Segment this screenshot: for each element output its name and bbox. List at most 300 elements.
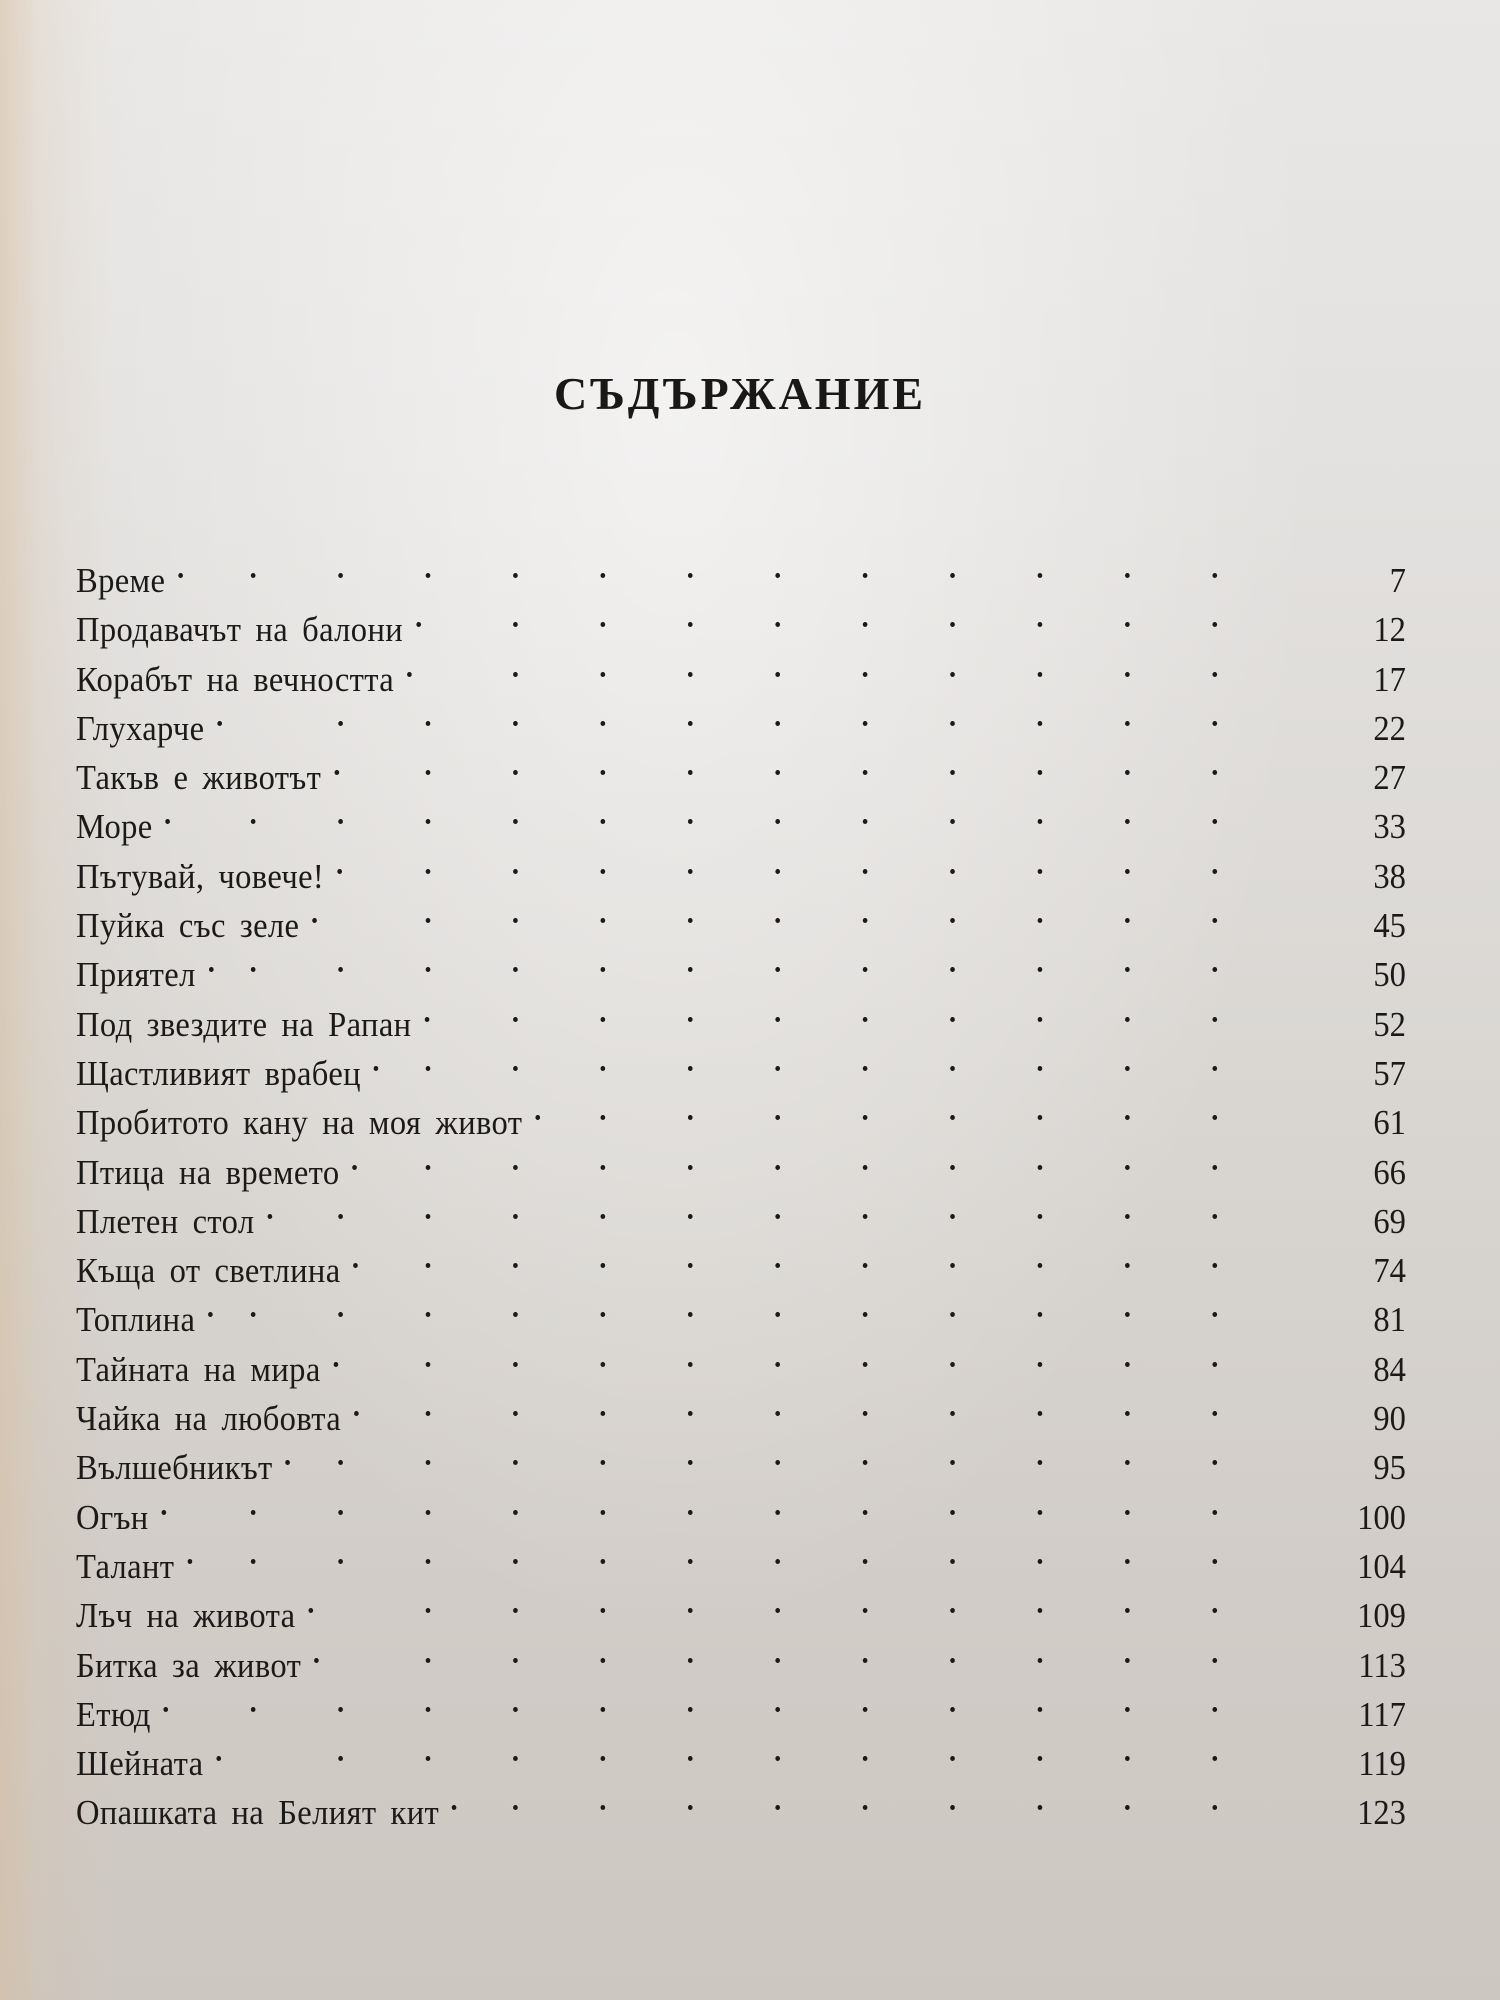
- toc-entry-title: Време: [76, 561, 166, 600]
- leader-dot: [775, 1017, 780, 1022]
- dot-leader: [174, 1529, 1303, 1578]
- leader-dots: [273, 1430, 1304, 1479]
- leader-dot: [339, 1707, 344, 1712]
- leader-dot: [426, 1510, 431, 1515]
- dot-leader: [295, 1578, 1303, 1627]
- toc-entry-title: Пътувай, човече!: [76, 856, 325, 896]
- leader-dot: [514, 1707, 519, 1712]
- toc-entry: [76, 740, 1406, 798]
- leader-dots: [196, 937, 1304, 986]
- leader-dot: [775, 869, 780, 874]
- leader-dot: [862, 770, 867, 775]
- toc-entry: [76, 1726, 1406, 1784]
- toc-entry: [76, 1135, 1406, 1192]
- toc-entry-page: 100: [1357, 1497, 1406, 1537]
- leader-dot: [308, 1608, 313, 1613]
- toc-entry: [76, 1085, 1406, 1143]
- leader-dot: [775, 770, 780, 775]
- leader-dot: [426, 1312, 431, 1317]
- leader-dot: [775, 1658, 780, 1663]
- dot-leader: [195, 1282, 1303, 1331]
- page-title: СЪДЪРЖАНИЕ: [553, 368, 927, 419]
- leader-dot: [426, 1165, 431, 1170]
- leader-dot: [776, 1805, 781, 1810]
- leader-dot: [513, 918, 518, 923]
- toc-entry: [76, 1529, 1406, 1586]
- leader-dot: [513, 1411, 518, 1416]
- leader-dot: [1125, 1362, 1130, 1367]
- dot-leader: [341, 1381, 1304, 1430]
- leader-dot: [950, 918, 955, 923]
- leader-dot: [863, 1658, 868, 1663]
- leader-dot: [338, 1214, 343, 1219]
- leader-dot: [688, 1362, 693, 1367]
- leader-dot: [950, 1658, 955, 1663]
- leader-dot: [338, 1756, 343, 1761]
- leader-dot: [1038, 1460, 1043, 1465]
- leader-dot: [1038, 918, 1043, 923]
- toc-entry: [76, 839, 1406, 896]
- leader-dot: [775, 1362, 780, 1367]
- leader-dot: [601, 1066, 606, 1071]
- dot-leader: [196, 937, 1304, 986]
- leader-dot: [863, 1756, 868, 1761]
- toc-entry: [76, 1677, 1406, 1734]
- leader-dot: [1038, 721, 1043, 726]
- leader-dots: [341, 1381, 1304, 1430]
- leader-dot: [776, 1312, 781, 1317]
- leader-dot: [863, 1805, 868, 1810]
- leader-dot: [950, 1017, 955, 1022]
- leader-dot: [950, 672, 955, 677]
- toc-entry-page: 90: [1373, 1399, 1406, 1439]
- leader-dot: [1038, 1411, 1043, 1416]
- leader-dot: [1213, 1165, 1218, 1170]
- toc-entry: [76, 1628, 1406, 1685]
- leader-dot: [251, 967, 256, 972]
- leader-dots: [321, 1332, 1304, 1381]
- toc-entry-page: 12: [1373, 610, 1406, 650]
- leader-dot: [426, 918, 431, 923]
- toc-entry-page: 113: [1358, 1645, 1406, 1685]
- leader-dot: [600, 1214, 605, 1219]
- toc-entry-title: Чайка на любовта: [76, 1399, 342, 1439]
- leader-dot: [251, 1559, 256, 1564]
- leader-dot: [426, 1214, 431, 1219]
- leader-dot: [354, 1411, 359, 1416]
- leader-dot: [1125, 1165, 1130, 1170]
- leader-dot: [426, 1362, 431, 1367]
- leader-dot: [251, 573, 256, 578]
- leader-dot: [217, 721, 222, 726]
- leader-dot: [601, 1707, 606, 1712]
- leader-dot: [513, 1017, 518, 1022]
- leader-dot: [601, 1460, 606, 1465]
- leader-dot: [1212, 967, 1217, 972]
- leader-dot: [950, 1214, 955, 1219]
- toc-entry-title: Глухарче: [76, 708, 205, 748]
- leader-dot: [688, 1312, 693, 1317]
- leader-dot: [426, 1411, 431, 1416]
- toc-entry-title: Опашката на Белият кит: [76, 1793, 440, 1833]
- leader-dot: [600, 622, 605, 627]
- toc-entry-title: Тайната на мира: [76, 1349, 321, 1389]
- dot-leader: [301, 1628, 1303, 1677]
- toc-entry-title: Огън: [76, 1497, 149, 1537]
- leader-dot: [950, 770, 955, 775]
- leader-dot: [1125, 869, 1130, 874]
- leader-dot: [950, 1411, 955, 1416]
- leader-dot: [863, 1559, 868, 1564]
- leader-dot: [863, 1263, 868, 1268]
- leader-dot: [424, 1017, 429, 1022]
- leader-dot: [334, 770, 339, 775]
- leader-dot: [1037, 869, 1042, 874]
- leader-dot: [1212, 1559, 1217, 1564]
- leader-dot: [1213, 1263, 1218, 1268]
- leader-dot: [1212, 1115, 1217, 1120]
- dot-leader: [273, 1430, 1304, 1479]
- leader-dot: [688, 1411, 693, 1416]
- leader-dots: [165, 543, 1303, 592]
- leader-dot: [251, 1312, 256, 1317]
- leader-dot: [1212, 1756, 1217, 1761]
- leader-dot: [601, 819, 606, 824]
- leader-dot: [426, 819, 431, 824]
- leader-dot: [1038, 1707, 1043, 1712]
- toc-entry: [76, 1332, 1406, 1389]
- leader-dot: [775, 967, 780, 972]
- leader-dot: [1213, 918, 1218, 923]
- leader-dot: [863, 819, 868, 824]
- leader-dot: [216, 1756, 221, 1761]
- dot-leader: [149, 1480, 1304, 1529]
- leader-dot: [863, 1510, 868, 1515]
- leader-dot: [1038, 1066, 1043, 1071]
- leader-dot: [688, 1165, 693, 1170]
- leader-dot: [513, 1214, 518, 1219]
- leader-dot: [1038, 1805, 1043, 1810]
- leader-dot: [1037, 1017, 1042, 1022]
- leader-dot: [513, 967, 518, 972]
- leader-dots: [254, 1184, 1303, 1233]
- leader-dot: [601, 1510, 606, 1515]
- leader-dot: [513, 1805, 518, 1810]
- leader-dot: [208, 1312, 213, 1317]
- toc-entry-page: 123: [1357, 1793, 1406, 1833]
- leader-dot: [452, 1805, 457, 1810]
- leader-dot: [187, 1559, 192, 1564]
- leader-dots: [339, 1135, 1303, 1184]
- leader-dot: [1213, 1805, 1218, 1810]
- leader-dot: [950, 1756, 955, 1761]
- dot-leader: [321, 740, 1303, 789]
- leader-dot: [251, 1707, 256, 1712]
- leader-dot: [1212, 770, 1217, 775]
- dot-leader: [151, 1677, 1304, 1726]
- leader-dot: [601, 672, 606, 677]
- leader-dot: [513, 1658, 518, 1663]
- leader-dot: [1125, 770, 1130, 775]
- leader-dot: [1038, 1115, 1043, 1120]
- leader-dot: [426, 1263, 431, 1268]
- leader-dot: [776, 1707, 781, 1712]
- leader-dots: [361, 1036, 1304, 1085]
- toc-entry-page: 17: [1373, 659, 1406, 699]
- leader-dot: [1213, 1066, 1218, 1071]
- leader-dot: [600, 1559, 605, 1564]
- leader-dot: [863, 869, 868, 874]
- leader-dot: [1125, 1658, 1130, 1663]
- toc-entry-page: 22: [1373, 708, 1406, 748]
- leader-dot: [339, 819, 344, 824]
- leader-dot: [601, 1411, 606, 1416]
- leader-dot: [862, 622, 867, 627]
- leader-dot: [164, 1707, 169, 1712]
- leader-dot: [1125, 1805, 1130, 1810]
- dot-leader: [339, 1135, 1303, 1184]
- leader-dot: [688, 721, 693, 726]
- dot-leader: [165, 543, 1303, 592]
- toc-entry-title: Птица на времето: [76, 1152, 340, 1192]
- leader-dot: [1125, 1263, 1130, 1268]
- leader-dot: [775, 573, 780, 578]
- toc-entry-title: Вълшебникът: [76, 1448, 273, 1488]
- leader-dot: [209, 967, 214, 972]
- leader-dot: [688, 573, 693, 578]
- leader-dot: [688, 1658, 693, 1663]
- leader-dot: [601, 1312, 606, 1317]
- leader-dot: [863, 1214, 868, 1219]
- leader-dot: [601, 1658, 606, 1663]
- leader-dot: [950, 1165, 955, 1170]
- leader-dot: [1125, 1510, 1130, 1515]
- leader-dot: [688, 1707, 693, 1712]
- leader-dot: [863, 573, 868, 578]
- leader-dot: [178, 573, 183, 578]
- leader-dot: [601, 573, 606, 578]
- toc-entry-page: 66: [1373, 1152, 1406, 1192]
- leader-dot: [425, 967, 430, 972]
- toc-entry-title: Къща от светлина: [76, 1251, 341, 1291]
- toc-entry-page: 84: [1373, 1349, 1406, 1389]
- toc-entry-page: 33: [1373, 807, 1406, 847]
- toc-entry-page: 52: [1373, 1004, 1406, 1044]
- leader-dot: [951, 1707, 956, 1712]
- toc-entry: [76, 937, 1406, 995]
- leader-dot: [951, 1066, 956, 1071]
- leader-dot: [374, 1066, 379, 1071]
- leader-dot: [688, 1460, 693, 1465]
- dot-leader: [153, 789, 1304, 838]
- leader-dot: [513, 721, 518, 726]
- toc-entry-title: Талант: [76, 1546, 175, 1586]
- leader-dot: [600, 770, 605, 775]
- leader-dot: [426, 721, 431, 726]
- dot-leader: [361, 1036, 1304, 1085]
- leader-dot: [1038, 1608, 1043, 1613]
- leader-dot: [1213, 573, 1218, 578]
- leader-dot: [863, 967, 868, 972]
- leader-dot: [426, 1066, 431, 1071]
- leader-dot: [1125, 1608, 1130, 1613]
- toc-entry-page: 81: [1373, 1300, 1406, 1340]
- leader-dot: [513, 672, 518, 677]
- leader-dot: [776, 1460, 781, 1465]
- toc-entry-title: Битка за живот: [76, 1645, 302, 1685]
- leader-dot: [951, 819, 956, 824]
- toc-entry-title: Лъч на живота: [76, 1596, 296, 1636]
- leader-dots: [324, 839, 1303, 888]
- leader-dot: [601, 721, 606, 726]
- toc-entry: [76, 642, 1406, 699]
- toc-entry-page: 45: [1373, 906, 1406, 946]
- leader-dot: [1125, 672, 1130, 677]
- toc-entry-page: 50: [1373, 955, 1406, 995]
- toc-entry-title: Щастливият врабец: [76, 1053, 361, 1093]
- leader-dot: [514, 1460, 519, 1465]
- toc-entry-page: 61: [1373, 1103, 1406, 1143]
- leader-dot: [513, 1362, 518, 1367]
- leader-dot: [950, 1115, 955, 1120]
- toc-entry: [76, 888, 1406, 946]
- leader-dot: [775, 721, 780, 726]
- leader-dot: [688, 672, 693, 677]
- leader-dot: [951, 1805, 956, 1810]
- leader-dot: [776, 1165, 781, 1170]
- leader-dot: [267, 1214, 272, 1219]
- leader-dot: [338, 1510, 343, 1515]
- leader-dots: [204, 691, 1303, 740]
- leader-dot: [688, 819, 693, 824]
- leader-dot: [1212, 1214, 1217, 1219]
- leader-dot: [1125, 1214, 1130, 1219]
- leader-dot: [513, 1756, 518, 1761]
- dot-leader: [394, 642, 1304, 691]
- leader-dot: [338, 1559, 343, 1564]
- leader-dot: [425, 770, 430, 775]
- leader-dot: [1212, 672, 1217, 677]
- dot-leader: [204, 691, 1303, 740]
- leader-dot: [775, 1756, 780, 1761]
- leader-dot: [339, 1460, 344, 1465]
- leader-dots: [299, 888, 1303, 937]
- leader-dot: [688, 1608, 693, 1613]
- dot-leader: [522, 1085, 1303, 1134]
- toc-entry-page: 117: [1358, 1694, 1406, 1734]
- toc-entry-title: Приятел: [76, 955, 196, 995]
- leader-dot: [1125, 573, 1130, 578]
- leader-dot: [776, 918, 781, 923]
- leader-dot: [162, 1510, 167, 1515]
- dot-leader: [341, 1233, 1304, 1282]
- leader-dot: [513, 819, 518, 824]
- leader-dot: [1038, 819, 1043, 824]
- leader-dot: [1037, 967, 1042, 972]
- leader-dot: [863, 1411, 868, 1416]
- leader-dot: [1125, 1460, 1130, 1465]
- leader-dot: [601, 1165, 606, 1170]
- leader-dot: [688, 1017, 693, 1022]
- leader-dot: [1038, 1362, 1043, 1367]
- dot-leader: [403, 592, 1304, 641]
- leader-dot: [951, 1263, 956, 1268]
- toc-entry-title: Море: [76, 807, 153, 847]
- dot-leader: [411, 987, 1303, 1036]
- leader-dot: [513, 1559, 518, 1564]
- leader-dot: [950, 1312, 955, 1317]
- toc-entry-title: Топлина: [76, 1300, 196, 1340]
- toc-entry-page: 69: [1373, 1201, 1406, 1241]
- leader-dots: [394, 642, 1304, 691]
- leader-dot: [338, 967, 343, 972]
- toc-entry-title: Пуйка със зеле: [76, 906, 300, 946]
- toc-entry-page: 104: [1357, 1546, 1406, 1586]
- leader-dot: [775, 1411, 780, 1416]
- leader-dot: [1038, 573, 1043, 578]
- toc-entry: [76, 987, 1406, 1044]
- leader-dot: [407, 672, 412, 677]
- leader-dot: [688, 967, 693, 972]
- dot-leader: [299, 888, 1303, 937]
- leader-dot: [863, 672, 868, 677]
- leader-dot: [338, 1312, 343, 1317]
- leader-dot: [1037, 1559, 1042, 1564]
- leader-dot: [775, 672, 780, 677]
- leader-dot: [776, 819, 781, 824]
- leader-dot: [1125, 819, 1130, 824]
- leader-dot: [775, 1608, 780, 1613]
- leader-dot: [1125, 967, 1130, 972]
- toc-entry-page: 7: [1389, 561, 1406, 600]
- leader-dot: [337, 869, 342, 874]
- leader-dot: [951, 1460, 956, 1465]
- toc-entry-title: Под звездите на Рапан: [76, 1004, 412, 1044]
- leader-dots: [153, 789, 1304, 838]
- leader-dots: [295, 1578, 1303, 1627]
- leader-dot: [513, 869, 518, 874]
- leader-dot: [863, 1362, 868, 1367]
- leader-dot: [251, 819, 256, 824]
- toc-entry: [76, 1233, 1406, 1291]
- leader-dot: [1038, 1312, 1043, 1317]
- table-of-contents: [76, 543, 1406, 1833]
- toc-entry: [76, 543, 1406, 600]
- leader-dot: [775, 622, 780, 627]
- leader-dots: [403, 592, 1304, 641]
- leader-dot: [1213, 1460, 1218, 1465]
- toc-entry-title: Корабът на вечността: [76, 659, 395, 699]
- leader-dot: [286, 1460, 291, 1465]
- leader-dot: [426, 1756, 431, 1761]
- dot-leader: [321, 1332, 1304, 1381]
- leader-dot: [775, 1559, 780, 1564]
- leader-dot: [950, 869, 955, 874]
- leader-dot: [863, 1017, 868, 1022]
- leader-dot: [950, 967, 955, 972]
- leader-dot: [1038, 1510, 1043, 1515]
- toc-entry: [76, 1381, 1406, 1439]
- leader-dot: [1212, 1608, 1217, 1613]
- leader-dot: [950, 1608, 955, 1613]
- leader-dot: [334, 1362, 339, 1367]
- leader-dot: [1125, 918, 1130, 923]
- leader-dot: [1125, 1115, 1130, 1120]
- leader-dot: [863, 1066, 868, 1071]
- leader-dot: [1038, 1263, 1043, 1268]
- leader-dot: [1212, 1411, 1217, 1416]
- leader-dot: [426, 869, 431, 874]
